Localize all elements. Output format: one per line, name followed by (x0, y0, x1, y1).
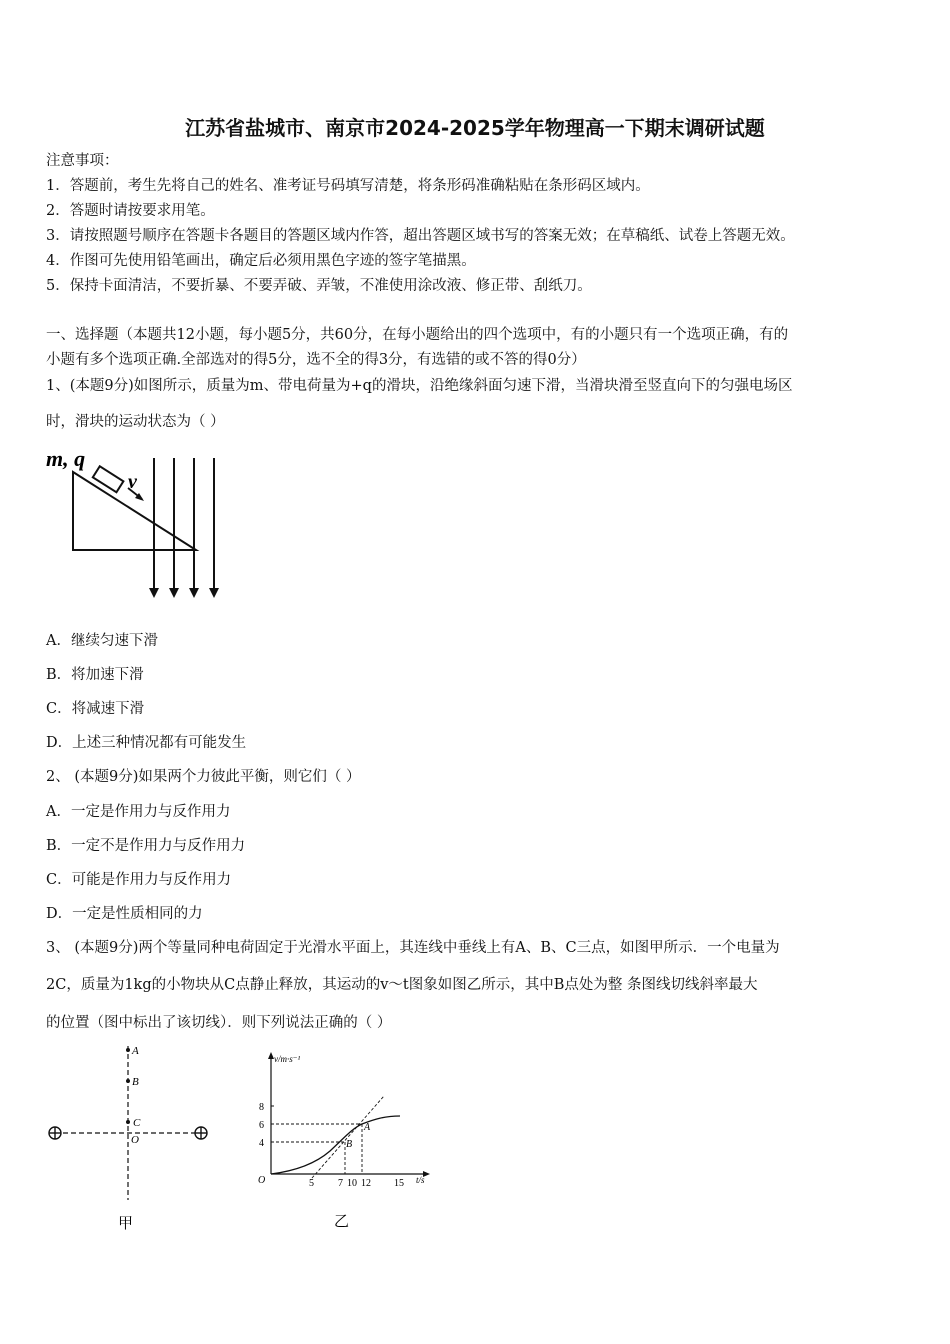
y-tick-4: 4 (259, 1138, 264, 1149)
x-tick-10: 10 (347, 1178, 357, 1189)
label-c: C (133, 1117, 141, 1129)
point-b-dot (126, 1079, 130, 1083)
q3-stem-line1: 3、 (本题9分)两个等量同种电荷固定于光滑水平面上，其连线中垂线上有A、B、C三点，如图甲所示．一个电量为 (46, 940, 780, 956)
section-instructions-line2: 小题有多个选项正确.全部选对的得5分，选不全的得3分，有选错的或不答的得0分） (46, 352, 586, 368)
notice-item: 1．答题前，考生先将自己的姓名、准考证号码填写清楚，将条形码准确粘贴在条形码区域内。 (46, 178, 650, 194)
q1-option-d: D．上述三种情况都有可能发生 (46, 735, 247, 751)
q2-option-a: A．一定是作用力与反作用力 (46, 804, 231, 820)
page-title: 江苏省盐城市、南京市2024-2025学年物理高一下期末调研试题 (185, 116, 765, 140)
y-tick-8: 8 (259, 1102, 264, 1113)
q1-option-c: C．将减速下滑 (46, 701, 145, 717)
notice-item: 3．请按照题号顺序在答题卡各题目的答题区域内作答，超出答题区域书写的答案无效；在草稿纸、试卷上答题无效。 (46, 228, 795, 244)
notice-item: 4．作图可先使用铅笔画出，确定后必须用黑色字迹的签字笔描黑。 (46, 253, 476, 269)
section-instructions-line1: 一、选择题（本题共12小题，每小题5分，共60分，在每小题给出的四个选项中，有的小题只有一个选项正确，有的 (46, 327, 789, 343)
x-axis-label: t/s (416, 1175, 425, 1185)
q2-stem: 2、 (本题9分)如果两个力彼此平衡，则它们（ ） (46, 769, 361, 785)
q3-stem-line3: 的位置（图中标出了该切线）．则下列说法正确的（ ） (46, 1015, 392, 1031)
notice-heading: 注意事项： (46, 153, 119, 169)
q2-option-b: B．一定不是作用力与反作用力 (46, 838, 246, 854)
x-tick-7: 7 (338, 1178, 343, 1189)
q3-figure-jia (40, 1040, 220, 1240)
point-b-label: B (346, 1139, 353, 1150)
caption-yi: 乙 (334, 1212, 350, 1230)
notice-item: 2．答题时请按要求用笔。 (46, 203, 215, 219)
q1-option-a: A．继续匀速下滑 (46, 633, 158, 649)
label-b: B (132, 1076, 139, 1088)
q3-stem-line2: 2C，质量为1kg的小物块从C点静止释放，其运动的v～t图象如图乙所示，其中B点处为整 条图线切线斜率最大 (46, 977, 758, 993)
point-a-dot (126, 1048, 130, 1052)
y-axis-label: v/m·s⁻¹ (274, 1054, 301, 1064)
label-o: O (131, 1134, 139, 1146)
q1-option-b: B．将加速下滑 (46, 667, 144, 683)
y-tick-6: 6 (259, 1120, 264, 1131)
q2-option-c: C．可能是作用力与反作用力 (46, 872, 232, 888)
point-a-label: A (364, 1122, 371, 1133)
x-tick-15: 15 (394, 1178, 404, 1189)
positive-charge-left (49, 1127, 61, 1139)
q1-figure-incline (44, 444, 234, 604)
q3-figure-yi (250, 1044, 440, 1240)
point-c-dot (126, 1120, 130, 1124)
vt-curve (271, 1116, 400, 1174)
q1-stem-line1: 1、(本题9分)如图所示，质量为m、带电荷量为+q的滑块，沿绝缘斜面匀速下滑，当滑块滑至竖直向下的匀强电场区 (46, 378, 793, 394)
x-tick-12: 12 (361, 1178, 371, 1189)
q1-label-mq: m, q (46, 446, 86, 471)
q1-stem-line2: 时，滑块的运动状态为（ ） (46, 414, 225, 430)
notice-item: 5．保持卡面清洁，不要折暴、不要弄破、弄皱，不准使用涂改液、修正带、刮纸刀。 (46, 278, 592, 294)
origin-label: O (258, 1175, 266, 1186)
x-tick-5: 5 (309, 1178, 314, 1189)
q1-label-v: v (128, 471, 137, 493)
label-a: A (132, 1045, 139, 1057)
caption-jia: 甲 (118, 1214, 134, 1232)
q2-option-d: D．一定是性质相同的力 (46, 906, 203, 922)
electric-field-lines (154, 458, 214, 590)
positive-charge-right (195, 1127, 207, 1139)
